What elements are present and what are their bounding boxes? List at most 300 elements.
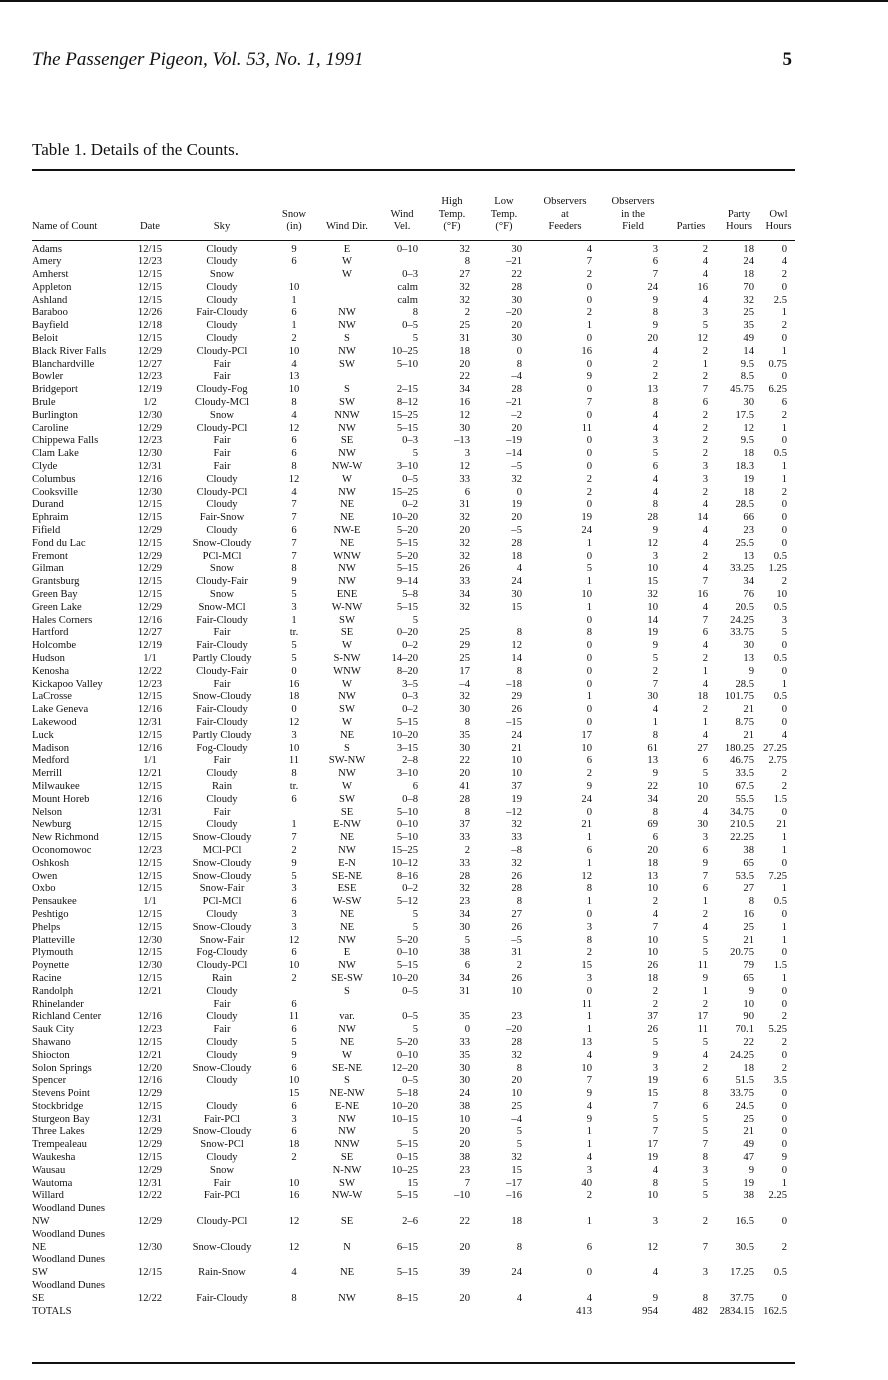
cell-sky: Rain-Snow bbox=[198, 1267, 246, 1279]
cell-high-temp: –10 bbox=[454, 1190, 470, 1202]
cell-date: 12/15 bbox=[137, 1036, 163, 1048]
cell-observers-field: 5 bbox=[652, 1113, 658, 1125]
table-row bbox=[32, 973, 795, 986]
cell-party-hours: 67.5 bbox=[735, 780, 754, 792]
cell-sky: Fair-Cloudy bbox=[196, 704, 248, 716]
cell-date: 12/23 bbox=[137, 371, 163, 383]
cell-snow: 8 bbox=[291, 768, 297, 780]
cell-wind-dir: NE bbox=[339, 512, 355, 524]
table-row bbox=[32, 1229, 795, 1255]
cell-sky: Fair-Cloudy bbox=[196, 307, 248, 319]
cell-name: Cooksville bbox=[32, 486, 78, 498]
table-row bbox=[32, 499, 795, 512]
cell-parties: 5 bbox=[702, 1113, 708, 1125]
cell-observers-feeders: 1 bbox=[586, 896, 592, 908]
cell-low-temp: 4 bbox=[516, 1292, 522, 1304]
cell-observers-field: 6 bbox=[652, 461, 658, 473]
cell-owl-hours: 0 bbox=[781, 947, 787, 959]
table-row bbox=[32, 1139, 795, 1152]
cell-observers-field: 13 bbox=[647, 384, 658, 396]
cell-observers-feeders: 9 bbox=[586, 1088, 592, 1100]
cell-party-hours: 18 bbox=[743, 269, 754, 281]
cell-wind-vel: 0–3 bbox=[402, 269, 418, 281]
cell-name: Lake Geneva bbox=[32, 704, 89, 716]
cell-low-temp: –18 bbox=[506, 678, 522, 690]
cell-parties: 5 bbox=[702, 947, 708, 959]
cell-party-hours: 24.25 bbox=[730, 614, 754, 626]
cell-sky: Fair bbox=[213, 755, 231, 767]
cell-sky: Fair bbox=[213, 806, 231, 818]
cell-snow: 6 bbox=[291, 1126, 297, 1138]
table-row bbox=[32, 871, 795, 884]
cell-date: 1/1 bbox=[143, 896, 157, 908]
cell-name: Shiocton bbox=[32, 1049, 70, 1061]
cell-low-temp: 32 bbox=[511, 1152, 522, 1164]
cell-wind-vel: 0–2 bbox=[402, 883, 418, 895]
cell-name bbox=[32, 1229, 128, 1255]
cell-high-temp: 0 bbox=[464, 1024, 470, 1036]
cell-wind-vel: 10–15 bbox=[391, 1113, 418, 1125]
table-row bbox=[32, 512, 795, 525]
cell-wind-dir: S bbox=[344, 985, 350, 997]
cell-parties: 2 bbox=[702, 345, 708, 357]
cell-date: 12/30 bbox=[137, 486, 163, 498]
running-header bbox=[32, 49, 792, 73]
cell-wind-dir: E bbox=[343, 947, 351, 959]
table-row bbox=[32, 1126, 795, 1139]
table-row bbox=[32, 615, 795, 628]
cell-observers-feeders: 10 bbox=[581, 589, 592, 601]
cell-snow: 6 bbox=[291, 896, 297, 908]
cell-snow: 6 bbox=[291, 435, 297, 447]
table-body bbox=[32, 237, 795, 1319]
cell-observers-field: 7 bbox=[652, 1126, 658, 1138]
cell-observers-field: 13 bbox=[647, 755, 658, 767]
cell-snow: 18 bbox=[288, 691, 300, 703]
cell-low-temp: –2 bbox=[511, 409, 522, 421]
cell-wind-vel: 3–5 bbox=[402, 678, 418, 690]
cell-observers-field: 8 bbox=[652, 499, 658, 511]
cell-observers-feeders: 6 bbox=[586, 755, 592, 767]
cell-wind-dir: NW bbox=[338, 576, 356, 588]
cell-wind-dir: W bbox=[342, 780, 352, 792]
cell-date: 12/15 bbox=[137, 269, 163, 281]
cell-sky: PCl-MCl bbox=[202, 550, 242, 562]
cell-party-hours: 8.75 bbox=[735, 716, 754, 728]
cell-snow: 9 bbox=[291, 857, 297, 869]
cell-parties: 2 bbox=[702, 653, 708, 664]
column-header-line: Parties bbox=[676, 221, 706, 232]
cell-owl-hours: 2 bbox=[781, 576, 787, 588]
cell-observers-feeders: 0 bbox=[586, 614, 592, 626]
cell-high-temp: 32 bbox=[459, 294, 470, 306]
cell-name: Sturgeon Bay bbox=[32, 1113, 90, 1125]
cell-wind-vel: 5–15 bbox=[396, 1190, 418, 1202]
cell-name: Clyde bbox=[32, 461, 58, 473]
cell-party-hours: 13 bbox=[743, 653, 754, 664]
cell-high-temp: 30 bbox=[459, 921, 470, 933]
table-row bbox=[32, 1280, 795, 1306]
cell-date: 12/29 bbox=[137, 422, 163, 434]
cell-observers-field: 1 bbox=[652, 716, 658, 728]
cell-sky: Partly Cloudy bbox=[192, 729, 252, 741]
totals-empty-cell bbox=[272, 1306, 316, 1319]
cell-low-temp: –4 bbox=[511, 1113, 522, 1125]
cell-high-temp: 7 bbox=[464, 1177, 470, 1189]
cell-wind-vel: 5–15 bbox=[396, 537, 418, 549]
cell-owl-hours: 2 bbox=[781, 1036, 787, 1048]
cell-snow bbox=[272, 269, 316, 282]
table-row bbox=[32, 256, 795, 269]
cell-parties: 18 bbox=[697, 691, 708, 703]
cell-high-temp bbox=[426, 999, 478, 1012]
cell-party-hours: 34 bbox=[743, 576, 754, 588]
cell-date: 12/29 bbox=[137, 1139, 163, 1151]
column-header-line: Low bbox=[494, 196, 514, 207]
name-line: NE bbox=[32, 1241, 47, 1253]
cell-observers-field: 26 bbox=[647, 1024, 658, 1036]
cell-observers-field: 32 bbox=[647, 589, 658, 601]
cell-wind-vel: 15–25 bbox=[391, 409, 418, 421]
cell-low-temp: –8 bbox=[511, 844, 522, 856]
cell-date: 12/26 bbox=[137, 307, 163, 319]
cell-observers-field: 9 bbox=[652, 320, 658, 332]
cell-high-temp: 25 bbox=[459, 627, 470, 639]
cell-parties: 3 bbox=[702, 473, 708, 485]
cell-party-hours: 53.5 bbox=[735, 870, 754, 882]
cell-party-hours: 9 bbox=[748, 985, 754, 997]
cell-high-temp: 17 bbox=[459, 665, 470, 677]
cell-party-hours: 12 bbox=[743, 422, 754, 434]
cell-wind-vel: 0–5 bbox=[402, 320, 418, 332]
cell-low-temp: –20 bbox=[506, 1024, 522, 1036]
cell-wind-dir: SW-NW bbox=[328, 755, 366, 767]
column-header-high-temp bbox=[426, 196, 478, 237]
cell-owl-hours: 1.5 bbox=[773, 960, 787, 972]
cell-name: Peshtigo bbox=[32, 908, 69, 920]
cell-observers-field: 8 bbox=[652, 729, 658, 741]
cell-owl-hours: 0.5 bbox=[773, 896, 787, 908]
cell-high-temp: 30 bbox=[459, 1062, 470, 1074]
cell-owl-hours: 1 bbox=[781, 934, 787, 946]
cell-wind-dir: NW bbox=[338, 422, 356, 434]
cell-wind-dir: SE-NE bbox=[331, 1062, 362, 1074]
cell-name: Three Lakes bbox=[32, 1126, 85, 1138]
cell-owl-hours: 0 bbox=[781, 1292, 787, 1304]
cell-high-temp: 12 bbox=[459, 409, 470, 421]
cell-observers-feeders: 12 bbox=[581, 870, 592, 882]
cell-sky: Cloudy bbox=[206, 908, 238, 920]
table-row bbox=[32, 960, 795, 973]
cell-parties: 6 bbox=[702, 1075, 708, 1087]
cell-date: 12/16 bbox=[137, 793, 163, 805]
cell-date: 12/23 bbox=[137, 435, 163, 447]
cell-date: 1/1 bbox=[143, 755, 157, 767]
cell-date: 12/16 bbox=[137, 614, 163, 626]
table-row bbox=[32, 1203, 795, 1229]
cell-high-temp: 27 bbox=[459, 269, 470, 281]
cell-owl-hours: 0 bbox=[781, 1164, 787, 1176]
table-row bbox=[32, 999, 795, 1012]
cell-sky: Fair bbox=[213, 435, 231, 447]
cell-sky: Snow-PCl bbox=[200, 1139, 244, 1151]
cell-observers-feeders: 1 bbox=[586, 691, 592, 703]
cell-party-hours: 14 bbox=[743, 345, 754, 357]
cell-parties: 4 bbox=[702, 729, 708, 741]
cell-low-temp: –19 bbox=[506, 435, 522, 447]
table-row bbox=[32, 423, 795, 436]
cell-wind-dir: SW bbox=[339, 704, 355, 716]
cell-wind-dir: NE bbox=[339, 1267, 355, 1279]
cell-observers-feeders: 1 bbox=[586, 1011, 592, 1023]
cell-observers-field: 10 bbox=[647, 934, 658, 946]
table-row bbox=[32, 743, 795, 756]
cell-high-temp bbox=[426, 615, 478, 628]
cell-sky: Fair-PCl bbox=[203, 1190, 241, 1202]
table-row bbox=[32, 845, 795, 858]
cell-owl-hours: 1 bbox=[781, 832, 787, 844]
cell-name: Grantsburg bbox=[32, 576, 80, 588]
totals-empty-cell bbox=[172, 1306, 272, 1319]
cell-parties: 4 bbox=[702, 1049, 708, 1061]
cell-snow: 10 bbox=[288, 384, 300, 396]
cell-observers-field: 12 bbox=[647, 1241, 658, 1253]
cell-wind-vel: 2–8 bbox=[402, 755, 418, 767]
cell-wind-dir: ESE bbox=[337, 883, 357, 895]
cell-snow: 1 bbox=[291, 819, 297, 831]
cell-wind-vel: 0–10 bbox=[396, 243, 418, 255]
cell-parties: 1 bbox=[702, 896, 708, 908]
table-row bbox=[32, 410, 795, 423]
cell-observers-feeders: 24 bbox=[581, 525, 592, 537]
column-header-line: Observers bbox=[611, 196, 655, 207]
cell-parties: 2 bbox=[702, 435, 708, 447]
cell-snow: 10 bbox=[288, 1075, 300, 1087]
column-header-line: at bbox=[561, 208, 569, 220]
cell-observers-field: 2 bbox=[652, 985, 658, 997]
cell-high-temp: 38 bbox=[459, 1152, 470, 1164]
cell-observers-feeders: 15 bbox=[581, 960, 592, 972]
cell-snow: 8 bbox=[291, 563, 297, 575]
cell-high-temp: 20 bbox=[459, 525, 470, 537]
cell-high-temp: 32 bbox=[459, 691, 470, 703]
cell-wind-dir: NE-NW bbox=[329, 1088, 365, 1100]
cell-wind-vel: 5–8 bbox=[402, 589, 418, 601]
cell-observers-field: 7 bbox=[652, 678, 658, 690]
table-row bbox=[32, 1063, 795, 1076]
cell-sky: Cloudy-PCl bbox=[196, 422, 248, 434]
cell-observers-field: 2 bbox=[652, 998, 658, 1010]
cell-date: 12/29 bbox=[137, 1126, 163, 1138]
cell-date: 12/19 bbox=[137, 640, 163, 652]
cell-name: Adams bbox=[32, 243, 63, 255]
cell-party-hours: 27 bbox=[743, 883, 754, 895]
cell-date: 12/15 bbox=[137, 819, 163, 831]
cell-wind-dir: NW-E bbox=[333, 525, 361, 537]
cell-sky: Fair-Cloudy bbox=[196, 1292, 248, 1304]
cell-name: Oshkosh bbox=[32, 857, 70, 869]
table-row bbox=[32, 384, 795, 397]
cell-party-hours: 30 bbox=[743, 640, 754, 652]
cell-parties: 17 bbox=[697, 1011, 708, 1023]
cell-date: 12/15 bbox=[137, 947, 163, 959]
cell-snow: 8 bbox=[291, 397, 297, 409]
cell-wind-dir: ENE bbox=[336, 589, 358, 601]
table-row bbox=[32, 474, 795, 487]
cell-name: Ephraim bbox=[32, 512, 69, 524]
cell-date: 12/15 bbox=[137, 294, 163, 306]
cell-sky: Snow-Cloudy bbox=[192, 857, 252, 869]
cell-date: 12/15 bbox=[137, 780, 163, 792]
table-row bbox=[32, 730, 795, 743]
column-header-line: Date bbox=[140, 221, 160, 232]
cell-observers-feeders: 9 bbox=[586, 780, 592, 792]
cell-wind-dir: NNW bbox=[334, 409, 360, 421]
cell-parties: 1 bbox=[702, 985, 708, 997]
column-header-line: (°F) bbox=[443, 221, 461, 232]
cell-date: 12/30 bbox=[137, 960, 163, 972]
cell-name: Kickapoo Valley bbox=[32, 678, 103, 690]
cell-low-temp: –16 bbox=[506, 1190, 522, 1202]
cell-name: Mount Horeb bbox=[32, 793, 90, 805]
cell-date: 12/23 bbox=[137, 256, 163, 268]
cell-date: 12/29 bbox=[137, 563, 163, 575]
cell-parties: 4 bbox=[702, 537, 708, 549]
cell-snow: 9 bbox=[291, 576, 297, 588]
cell-snow: 1 bbox=[291, 320, 297, 332]
column-header-wind-vel bbox=[378, 196, 426, 237]
cell-observers-feeders: 8 bbox=[586, 934, 592, 946]
cell-name: Bridgeport bbox=[32, 384, 78, 396]
cell-snow bbox=[272, 807, 316, 820]
cell-high-temp: 2 bbox=[464, 307, 470, 319]
cell-snow: 7 bbox=[291, 537, 297, 549]
column-header-observers-field bbox=[600, 196, 666, 237]
cell-snow: 5 bbox=[291, 870, 297, 882]
cell-parties: 7 bbox=[702, 576, 708, 588]
cell-name: Fond du Lac bbox=[32, 537, 86, 549]
cell-wind-vel: 10–20 bbox=[391, 1100, 418, 1112]
cell-wind-dir: SW bbox=[339, 614, 355, 626]
cell-observers-feeders: 17 bbox=[581, 729, 592, 741]
column-header-line: Sky bbox=[213, 221, 231, 232]
cell-name: Racine bbox=[32, 972, 62, 984]
cell-parties: 5 bbox=[702, 768, 708, 780]
cell-wind-dir: SW bbox=[339, 358, 355, 370]
cell-date: 12/15 bbox=[137, 921, 163, 933]
cell-date: 12/15 bbox=[137, 691, 163, 703]
cell-observers-feeders: 0 bbox=[586, 358, 592, 370]
cell-low-temp: 30 bbox=[511, 243, 522, 255]
cell-observers-feeders: 0 bbox=[586, 409, 592, 421]
cell-parties: 7 bbox=[702, 1139, 708, 1151]
cell-parties: 5 bbox=[702, 320, 708, 332]
cell-high-temp: 34 bbox=[459, 589, 470, 601]
cell-observers-feeders: 6 bbox=[586, 1241, 592, 1253]
cell-high-temp: 37 bbox=[459, 819, 470, 831]
cell-high-temp: 22 bbox=[459, 755, 470, 767]
cell-name: Willard bbox=[32, 1190, 64, 1202]
cell-parties: 27 bbox=[697, 742, 708, 754]
cell-party-hours: 79 bbox=[743, 960, 754, 972]
cell-party-hours: 10 bbox=[743, 998, 754, 1010]
column-header-parties bbox=[666, 196, 716, 237]
cell-owl-hours: 21 bbox=[776, 819, 787, 831]
cell-observers-feeders: 1 bbox=[586, 857, 592, 869]
cell-sky: Cloudy bbox=[206, 1152, 238, 1164]
cell-date bbox=[128, 999, 172, 1012]
cell-observers-field: 9 bbox=[652, 294, 658, 306]
cell-low-temp: –14 bbox=[506, 448, 522, 460]
cell-low-temp bbox=[478, 615, 530, 628]
cell-name: Pensaukee bbox=[32, 896, 77, 908]
cell-wind-vel: 5 bbox=[412, 614, 418, 626]
cell-sky: Fair bbox=[213, 998, 231, 1010]
cell-parties: 9 bbox=[702, 972, 708, 984]
cell-observers-feeders: 7 bbox=[586, 256, 592, 268]
cell-observers-feeders: 0 bbox=[586, 704, 592, 716]
cell-owl-hours: 0 bbox=[781, 908, 787, 920]
cell-observers-field: 10 bbox=[647, 601, 658, 613]
cell-party-hours: 24.25 bbox=[730, 1049, 754, 1061]
cell-name: Plymouth bbox=[32, 947, 74, 959]
cell-observers-field: 3 bbox=[652, 1062, 658, 1074]
cell-wind-vel: 8–15 bbox=[396, 1292, 418, 1304]
cell-sky: Snow-Cloudy bbox=[192, 1062, 252, 1074]
cell-low-temp: 4 bbox=[516, 563, 522, 575]
cell-high-temp: 24 bbox=[459, 1088, 470, 1100]
cell-parties: 10 bbox=[697, 780, 708, 792]
cell-name: Trempealeau bbox=[32, 1139, 87, 1151]
cell-wind-vel: 0–3 bbox=[402, 691, 418, 703]
cell-wind-dir: NE bbox=[339, 499, 355, 511]
table-row bbox=[32, 1037, 795, 1050]
cell-sky: Cloudy bbox=[206, 793, 238, 805]
cell-party-hours: 9 bbox=[748, 665, 754, 677]
cell-wind-vel: 8–12 bbox=[396, 397, 418, 409]
cell-wind-dir: W-SW bbox=[332, 896, 362, 908]
cell-date: 12/15 bbox=[137, 333, 163, 345]
table-row bbox=[32, 435, 795, 448]
cell-sky: Cloudy bbox=[206, 256, 238, 268]
cell-observers-feeders: 1 bbox=[586, 1139, 592, 1151]
cell-owl-hours: 0 bbox=[781, 1113, 787, 1125]
cell-sky: Snow-Fair bbox=[199, 934, 245, 946]
cell-observers-field: 10 bbox=[647, 947, 658, 959]
cell-low-temp: 20 bbox=[511, 512, 522, 524]
column-header-line: Hours bbox=[765, 221, 792, 232]
cell-observers-field: 10 bbox=[647, 1190, 658, 1202]
cell-party-hours: 33.25 bbox=[730, 563, 754, 575]
cell-owl-hours: 1 bbox=[781, 473, 787, 485]
cell-parties: 11 bbox=[697, 960, 708, 972]
cell-low-temp: 29 bbox=[511, 691, 522, 703]
cell-sky: Cloudy-PCl bbox=[196, 345, 248, 357]
cell-date: 12/21 bbox=[137, 1049, 163, 1061]
cell-owl-hours: 0.5 bbox=[773, 550, 787, 562]
cell-snow: 8 bbox=[291, 461, 297, 473]
cell-observers-field: 17 bbox=[647, 1139, 658, 1151]
cell-owl-hours: 0 bbox=[781, 1216, 787, 1228]
cell-low-temp: –12 bbox=[506, 806, 522, 818]
cell-name: Bayfield bbox=[32, 320, 69, 332]
cell-name: Blanchardville bbox=[32, 358, 95, 370]
cell-snow: 5 bbox=[291, 589, 297, 601]
table-row bbox=[32, 1178, 795, 1191]
table-row bbox=[32, 1152, 795, 1165]
cell-owl-hours: 0 bbox=[781, 243, 787, 255]
cell-name: Oconomowoc bbox=[32, 844, 92, 856]
